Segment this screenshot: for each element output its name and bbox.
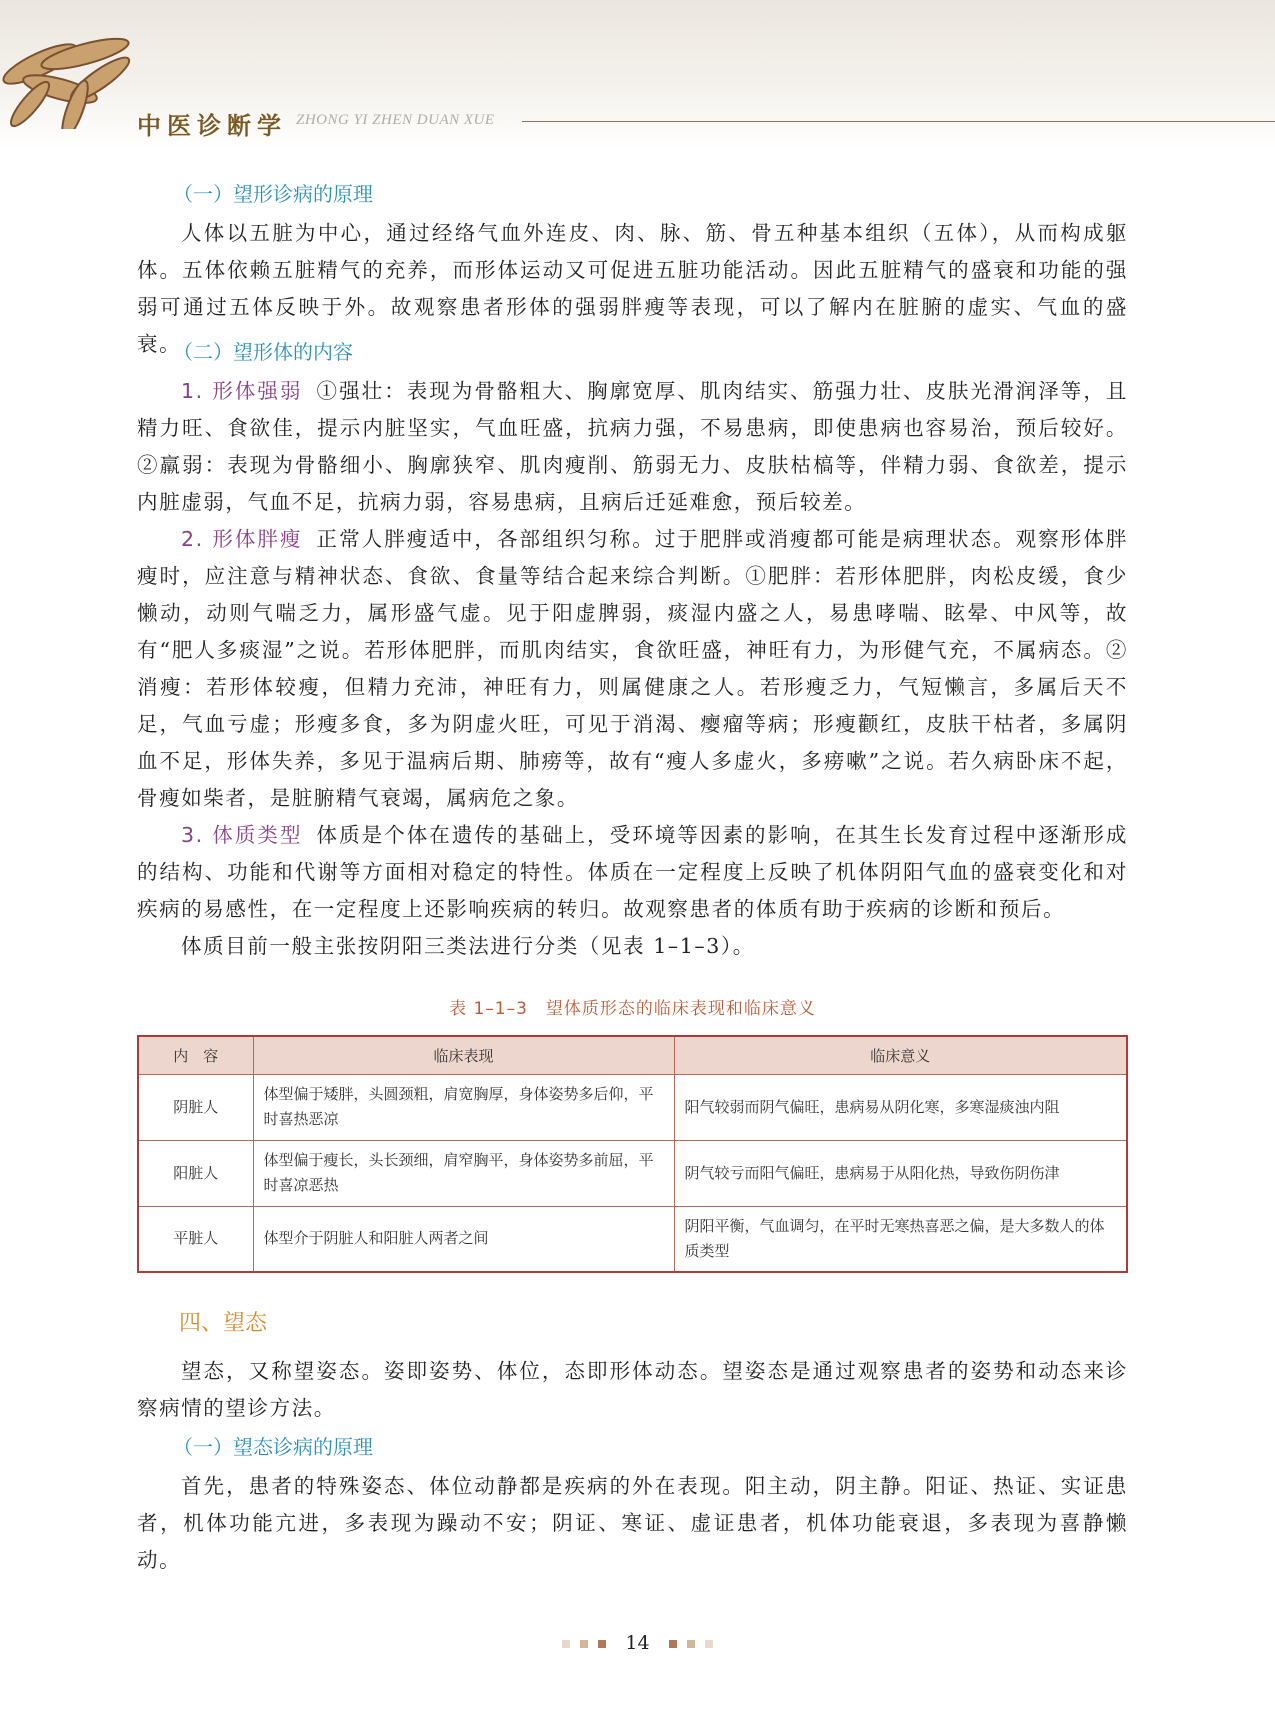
table-row (138, 1206, 1127, 1272)
section-heading: （一）望形诊病的原理 (173, 182, 373, 206)
table-row (138, 1140, 1127, 1206)
book-title: 中医诊断学 (137, 112, 287, 140)
paragraph: 望态，又称望姿态。姿即姿势、体位，态即形体动态。望姿态是通过观察患者的姿势和动态来诊察病情的望诊方法。 (137, 1359, 1128, 1420)
column-header: 内 容 (138, 1036, 253, 1074)
paragraph: 首先，患者的特殊姿态、体位动静都是疾病的外在表现。阳主动，阴主静。阳证、热证、实证患者，机体功能亢进，多表现为躁动不安；阴证、寒证、虚证患者，机体功能衰退，多表现为喜静懒动。 (137, 1474, 1128, 1572)
column-header: 临床表现 (253, 1036, 674, 1074)
item-label: 2. 形体胖瘦 (181, 527, 303, 551)
table-cell: 平脏人 (138, 1206, 253, 1272)
item-text: 体质是个体在遗传的基础上，受环境等因素的影响，在其生长发育过程中逐渐形成的结构、功能和代谢等方面相对稳定的特性。体质在一定程度上反映了机体阴阳气血的盛衰变化和对疾病的易感性，在一定程度上还影响疾病的转归。故观察患者的体质有助于疾病的诊断和预后。 (137, 823, 1128, 921)
table-header-row (138, 1036, 1127, 1074)
paragraph-constitution (137, 817, 1128, 928)
paragraph-weight (137, 521, 1128, 817)
table-cell: 体型偏于瘦长，头长颈细，肩窄胸平，身体姿势多前屈，平时喜凉恶热 (253, 1140, 674, 1206)
section-heading: （二）望形体的内容 (173, 340, 353, 364)
chapter-heading: 四、望态 (179, 1311, 268, 1336)
item-label: 1. 形体强弱 (181, 379, 303, 403)
paragraph: 人体以五脏为中心，通过经络气血外连皮、肉、脉、筋、骨五种基本组织（五体），从而构成躯体。五体依赖五脏精气的充养，而形体运动又可促进五脏功能活动。因此五脏精气的盛衰和功能的强弱可通过五体反映于外。故观察患者形体的强弱胖瘦等表现，可以了解内在脏腑的虚实、气血的盛衰。 (137, 221, 1128, 356)
paragraph-strength (137, 373, 1128, 521)
table-cell: 阳气较弱而阴气偏旺，患病易从阴化寒，多寒湿痰浊内阻 (674, 1074, 1127, 1140)
decor-square (580, 1640, 588, 1648)
table-cell: 体型偏于矮胖，头圆颈粗，肩宽胸厚，身体姿势多后仰，平时喜热恶凉 (253, 1074, 674, 1140)
section-posture (137, 1306, 1128, 1579)
table-cell: 阴阳平衡，气血调匀，在平时无寒热喜恶之偏，是大多数人的体质类型 (674, 1206, 1127, 1272)
header-banner (0, 0, 1275, 150)
table-cell: 阴气较亏而阳气偏旺，患病易于从阳化热，导致伤阴伤津 (674, 1140, 1127, 1206)
book-title-pinyin: ZHONG YI ZHEN DUAN XUE (296, 112, 495, 128)
column-header: 临床意义 (674, 1036, 1127, 1074)
page-footer (0, 1632, 1275, 1654)
section-content (137, 336, 1128, 965)
table-cell: 阳脏人 (138, 1140, 253, 1206)
item-label: 3. 体质类型 (181, 823, 303, 847)
decor-square (669, 1640, 677, 1648)
section-heading: （一）望态诊病的原理 (173, 1435, 373, 1459)
decor-square (598, 1640, 606, 1648)
decor-square (562, 1640, 570, 1648)
table-caption: 表 1–1–3 望体质形态的临床表现和临床意义 (449, 999, 816, 1019)
table-cell: 阴脏人 (138, 1074, 253, 1140)
table-cell: 体型介于阴脏人和阳脏人两者之间 (253, 1206, 674, 1272)
paragraph-note: 体质目前一般主张按阴阳三类法进行分类（见表 1–1–3）。 (181, 934, 755, 958)
herb-slices-image (0, 14, 150, 129)
constitution-table (137, 1035, 1128, 1273)
decor-square (687, 1640, 695, 1648)
item-text: ①强壮：表现为骨骼粗大、胸廓宽厚、肌肉结实、筋强力壮、皮肤光滑润泽等，且精力旺、食欲佳，提示内脏坚实，气血旺盛，抗病力强，不易患病，即使患病也容易治，预后较好。②羸弱：表现为骨骼细小、胸廓狭窄、肌肉瘦削、筋弱无力、皮肤枯槁等，伴精力弱、食欲差，提示内脏虚弱，气血不足，抗病力弱，容易患病，且病后迁延难愈，预后较差。 (137, 379, 1128, 514)
decor-square (705, 1640, 713, 1648)
item-text: 正常人胖瘦适中，各部组织匀称。过于肥胖或消瘦都可能是病理状态。观察形体胖瘦时，应注意与精神状态、食欲、食量等结合起来综合判断。①肥胖：若形体肥胖，肉松皮缓，食少懒动，动则气喘乏力，属形盛气虚。见于阳虚脾弱，痰湿内盛之人，易患哮喘、眩晕、中风等，故有“肥人多痰湿”之说。若形体肥胖，而肌肉结实，食欲旺盛，神旺有力，为形健气充，不属病态。②消瘦：若形体较瘦，但精力充沛，神旺有力，则属健康之人。若形瘦乏力，气短懒言，多属后天不足，气血亏虚；形瘦多食，多为阴虚火旺，可见于消渴、瘿瘤等病；形瘦颧红，皮肤干枯者，多属阴血不足，形体失养，多见于温病后期、肺痨等，故有“瘦人多虚火，多痨嗽”之说。若久病卧床不起，骨瘦如柴者，是脏腑精气衰竭，属病危之象。 (137, 527, 1128, 810)
table-row (138, 1074, 1127, 1140)
header-rule (522, 121, 1275, 122)
page-number: 14 (625, 1632, 650, 1654)
